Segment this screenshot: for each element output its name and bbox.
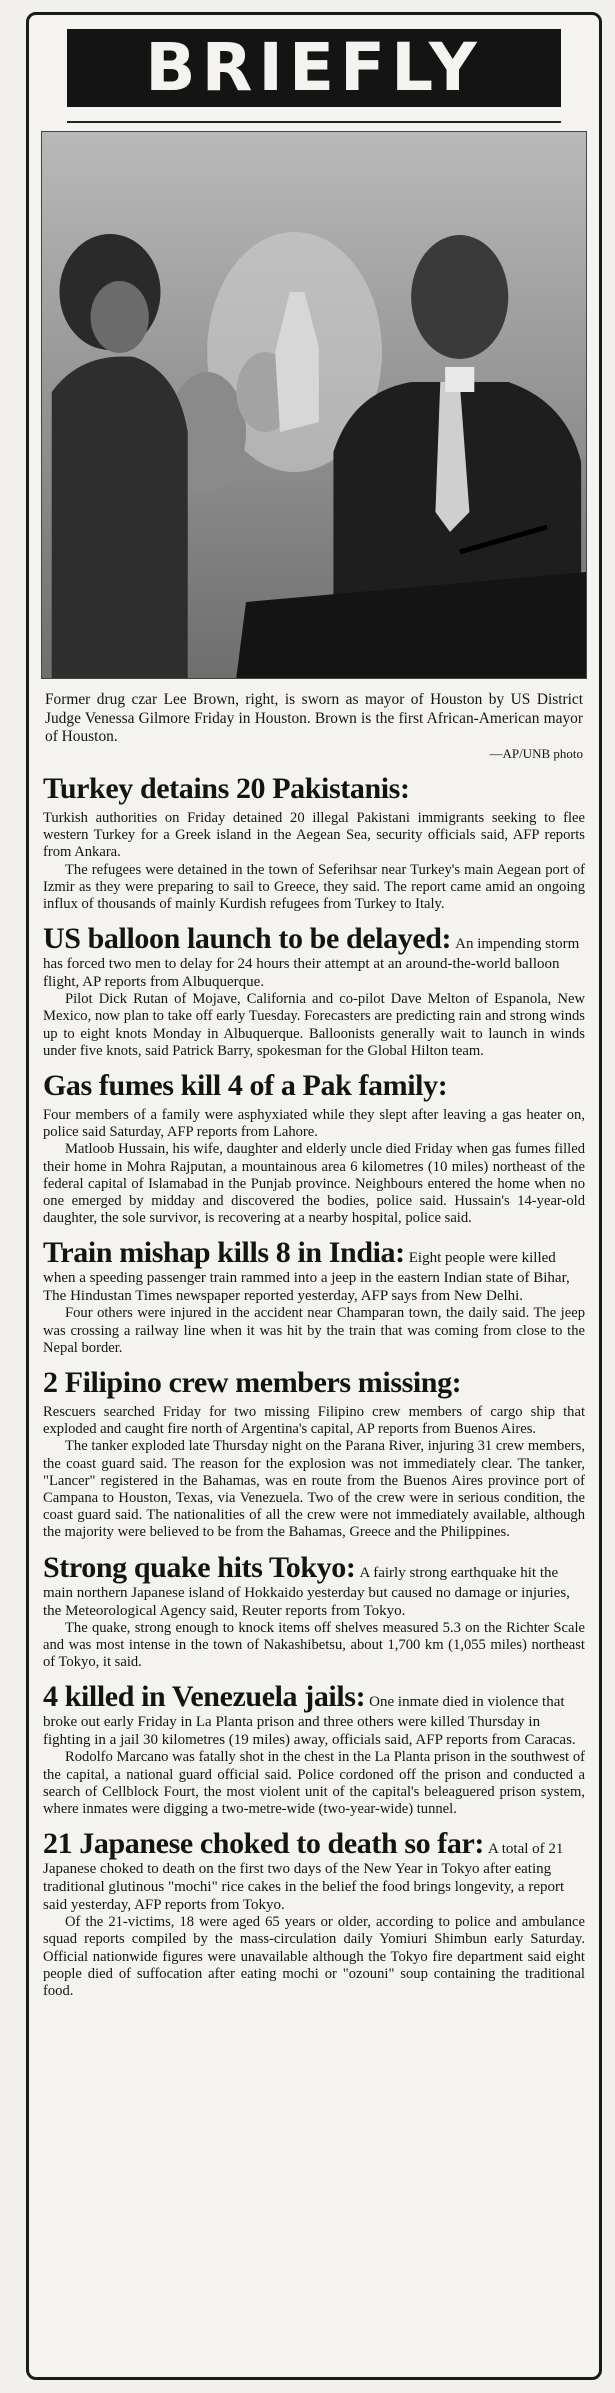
- story-lead: An impending storm has forced two men to delay for 24 hours their attempt at an around-the-world balloon flight, AP reports from Albuquerque.: [43, 936, 580, 991]
- divider: [67, 121, 561, 123]
- news-brief: [43, 773, 585, 913]
- story-paragraph: Pilot Dick Rutan of Mojave, California and co-pilot Dave Melton of Espanola, New Mexico, now plan to take off early Tuesday. Forecasters are predicting rain and strong winds up to eight knots Monday in Albuquerque. Balloonists generally wait to launch in winds under five knots, said Patrick Barry, spokesman for the Global Hilton team.: [43, 991, 585, 1059]
- section-title: BRIEFLY: [145, 29, 483, 106]
- story-lead: A fairly strong earthquake hit the main northern Japanese island of Hokkaido yesterday but caused no damage or injuries, the Meteorological Agency said, Reuter reports from Tokyo.: [43, 1564, 570, 1619]
- headline: US balloon launch to be delayed:: [43, 922, 452, 956]
- story-lead: Four members of a family were asphyxiated while they slept after leaving a gas heater on, police said Saturday, AFP reports from Lahore.: [43, 1107, 585, 1141]
- news-brief: [43, 1552, 585, 1672]
- news-brief: [43, 1237, 585, 1357]
- story-paragraph: Of the 21-victims, 18 were aged 65 years or older, according to police and ambulance squad reports compiled by the mass-circulation daily Yomiuri Shimbun early Saturday. Official nationwide figures were unavailable although the Tokyo fire department said eight people died of suffocation after eating mochi or "ozouni" soup containing the traditional food.: [43, 1914, 585, 1999]
- story-paragraph: The quake, strong enough to knock items off shelves measured 5.3 on the Richter Scale and was most intense in the town of Nakashibetsu, about 1,700 km (1,055 miles) northeast of Tokyo, it said.: [43, 1619, 585, 1671]
- caption-text: Former drug czar Lee Brown, right, is sworn as mayor of Houston by US District Judge Venessa Gilmore Friday in Houston. Brown is the first African-American mayor of Houston.: [45, 691, 583, 745]
- news-brief: [43, 1828, 585, 2000]
- story-lead: Eight people were killed when a speeding passenger train rammed into a jeep in the eastern Indian state of Bihar, The Hindustan Times newspaper reported yesterday, AFP says from New Delhi.: [43, 1250, 570, 1305]
- story-lead: Turkish authorities on Friday detained 20 illegal Pakistani immigrants seeking to flee western Turkey for a Greek island in the Aegean Sea, security officials said, AFP reports from Ankara.: [43, 810, 585, 861]
- headline: Turkey detains 20 Pakistanis:: [43, 772, 410, 805]
- story-lead: Rescuers searched Friday for two missing Filipino crew members of cargo ship that exploded and caught fire north of Argentina's capital, AP reports from Buenos Aires.: [43, 1404, 585, 1438]
- story-paragraph: The tanker exploded late Thursday night on the Parana River, injuring 31 crew members, the coast guard said. The reason for the explosion was not immediately clear. The tanker, "Lancer" registered in the Bahamas, was en route from the Buenos Aires province port of Campana to Houston, Texas, via Venezuela. Two of the crew were in serious condition, the coast guard said. The nationalities of all the crew were not immediately available, although the majority were believed to be from the Bahamas, Greece and the Philippines.: [43, 1438, 585, 1541]
- photo-credit: —AP/UNB photo: [489, 745, 583, 761]
- headline: 21 Japanese choked to death so far:: [43, 1827, 484, 1861]
- story-paragraph: Rodolfo Marcano was fatally shot in the chest in the La Planta prison in the southwest of the capital, a national guard official said. Police cordoned off the prison and conducted a search of Cellblock Fourt, the most violent unit of the capital's beleaguered prison system, where inmates were digging a two-metre-wide (two-year-wide) tunnel.: [43, 1749, 585, 1817]
- photo-caption: [45, 691, 583, 763]
- story-paragraph: The refugees were detained in the town of Seferihsar near Turkey's main Aegean port of Izmir as they were preparing to sail to Greece, they said. The report came amid an ongoing influx of thousands of mainly Kurdish refugees from Turkey to Italy.: [43, 861, 585, 913]
- headline: Train mishap kills 8 in India:: [43, 1236, 405, 1270]
- news-photo: [41, 131, 587, 679]
- story-paragraph: Matloob Hussain, his wife, daughter and elderly uncle died Friday when gas fumes filled their home in Mohra Rajputan, a mountainous area 6 kilometres (10 miles) northeast of the federal capital of Islamabad in the Punjab province. Neighbours entered the home when no one emerged by midday and discovered the bodies, police said. Hussain's 14-year-old daughter, the sole survivor, is recovering at a nearby hospital, police said.: [43, 1141, 585, 1227]
- briefly-column: [26, 12, 602, 2380]
- story-paragraph: Four others were injured in the accident near Champaran town, the daily said. The jeep was crossing a railway line when it was hit by the train that was coming from close to the Nepal border.: [43, 1305, 585, 1356]
- story-lead: One inmate died in violence that broke out early Friday in La Planta prison and three others were killed Thursday in fighting in a jail 30 kilometres (19 miles) away, officials said, AFP reports from Caracas.: [43, 1694, 576, 1749]
- headline: 2 Filipino crew members missing:: [43, 1366, 462, 1400]
- news-brief: [43, 1070, 585, 1227]
- headline: 4 killed in Venezuela jails:: [43, 1680, 366, 1714]
- section-banner: [67, 29, 561, 107]
- story-lead: A total of 21 Japanese choked to death on the first two days of the New Year in Tokyo after eating traditional glutinous "mochi" rice cakes in the belief the food brings longevity, a report said yesterday, AFP reports from Tokyo.: [43, 1841, 565, 1914]
- headline: Strong quake hits Tokyo:: [43, 1550, 356, 1584]
- news-brief: [43, 923, 585, 1060]
- news-brief: [43, 1367, 585, 1542]
- photo-illustration: [42, 132, 586, 678]
- headline: Gas fumes kill 4 of a Pak family:: [43, 1069, 448, 1103]
- news-brief: [43, 1681, 585, 1818]
